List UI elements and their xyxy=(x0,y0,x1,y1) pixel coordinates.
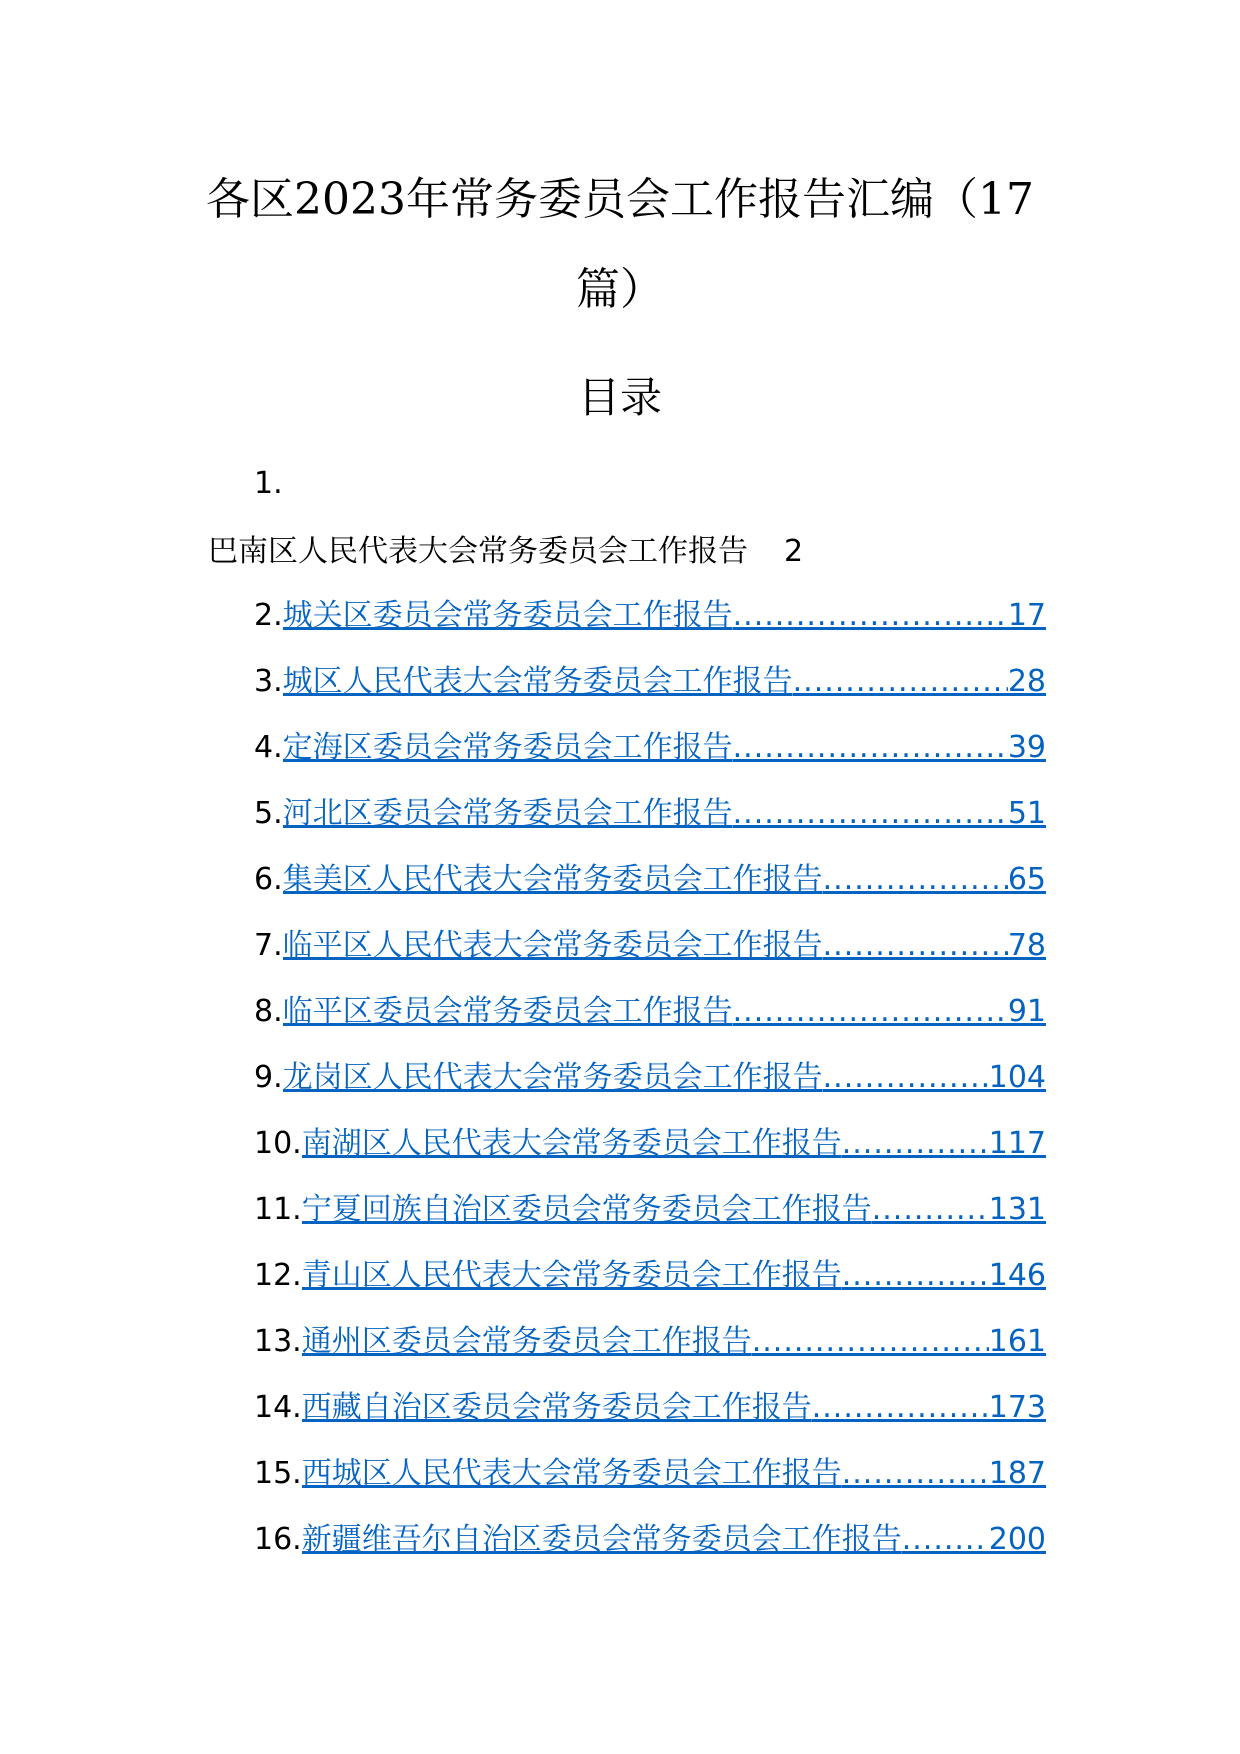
toc-item-link[interactable] xyxy=(283,990,1046,1034)
toc-item-leader xyxy=(733,726,1008,770)
toc-item-page: 104 xyxy=(988,1060,1046,1095)
toc-item-number: 9. xyxy=(254,1060,283,1095)
toc-item-leader xyxy=(823,924,1008,968)
toc-item xyxy=(254,858,1046,924)
toc-item xyxy=(254,1452,1046,1518)
toc-item-link[interactable] xyxy=(283,858,1046,902)
toc-item xyxy=(254,990,1046,1056)
toc-item-number: 2. xyxy=(254,598,283,633)
toc-item-page: 117 xyxy=(988,1126,1046,1161)
toc-item-page: 131 xyxy=(988,1192,1046,1227)
toc-item-page: 161 xyxy=(988,1324,1046,1359)
toc-item-leader xyxy=(902,1518,989,1562)
toc-item-leader xyxy=(872,1188,989,1232)
document-title xyxy=(180,155,1060,335)
toc-item xyxy=(254,1056,1046,1122)
title-year: 2023 xyxy=(294,174,406,225)
toc-item-link[interactable] xyxy=(302,1518,1046,1562)
toc-item-number: 6. xyxy=(254,862,283,897)
toc-item-title: 城关区委员会常务委员会工作报告 xyxy=(282,598,733,633)
toc-item-number: 15. xyxy=(254,1456,302,1491)
toc-item-title: 城区人民代表大会常务委员会工作报告 xyxy=(282,664,793,699)
toc-item-title: 西藏自治区委员会常务委员会工作报告 xyxy=(301,1390,812,1425)
toc-item-title: 西城区人民代表大会常务委员会工作报告 xyxy=(301,1456,842,1491)
toc-item-title: 南湖区人民代表大会常务委员会工作报告 xyxy=(301,1126,842,1161)
title-part1: 各区 xyxy=(206,174,294,225)
toc-item-number: 3. xyxy=(254,664,283,699)
toc-item-page: 187 xyxy=(988,1456,1046,1491)
toc-item-link[interactable] xyxy=(302,1320,1046,1364)
toc-item-page: 65 xyxy=(1007,862,1046,897)
toc-item-link[interactable] xyxy=(302,1452,1046,1496)
title-part2: 年常务委员会工作报告汇编（ xyxy=(405,174,978,225)
toc-item-title: 河北区委员会常务委员会工作报告 xyxy=(282,796,733,831)
toc-list xyxy=(254,594,1046,1584)
toc-item-title: 新疆维吾尔自治区委员会常务委员会工作报告 xyxy=(301,1522,902,1557)
toc-item-title: 集美区人民代表大会常务委员会工作报告 xyxy=(282,862,823,897)
toc-item xyxy=(254,1320,1046,1386)
toc-item-link[interactable] xyxy=(283,792,1046,836)
toc-item-leader xyxy=(842,1122,989,1166)
title-count: 17 xyxy=(977,174,1034,225)
toc-item-link[interactable] xyxy=(283,1056,1046,1100)
toc-item-leader xyxy=(842,1452,989,1496)
toc-item-link[interactable] xyxy=(302,1254,1046,1298)
toc-item-number: 16. xyxy=(254,1522,302,1557)
toc-item-link[interactable] xyxy=(283,726,1046,770)
toc-item-number: 14. xyxy=(254,1390,302,1425)
toc-item-link[interactable] xyxy=(302,1122,1046,1166)
toc-item-link[interactable] xyxy=(283,594,1046,638)
toc-item-number: 11. xyxy=(254,1192,302,1227)
toc-item xyxy=(254,1518,1046,1584)
toc-first-title: 巴南区人民代表大会常务委员会工作报告 xyxy=(208,534,748,569)
toc-item xyxy=(254,1188,1046,1254)
toc-heading: 目录 xyxy=(577,373,662,422)
toc-item-page: 39 xyxy=(1007,730,1046,765)
toc-item-link[interactable] xyxy=(302,1188,1046,1232)
toc-item xyxy=(254,726,1046,792)
toc-item-title: 宁夏回族自治区委员会常务委员会工作报告 xyxy=(301,1192,872,1227)
toc-item xyxy=(254,1254,1046,1320)
toc-item-leader xyxy=(823,858,1008,902)
toc-item-number: 13. xyxy=(254,1324,302,1359)
toc-item-title: 临平区人民代表大会常务委员会工作报告 xyxy=(282,928,823,963)
toc-item-leader xyxy=(793,660,1008,704)
toc-item-title: 通州区委员会常务委员会工作报告 xyxy=(301,1324,752,1359)
title-part3: 篇） xyxy=(576,264,664,315)
toc-item-leader xyxy=(842,1254,989,1298)
toc-item-link[interactable] xyxy=(283,924,1046,968)
toc-item-page: 28 xyxy=(1007,664,1046,699)
toc-item-number: 4. xyxy=(254,730,283,765)
toc-item-number: 8. xyxy=(254,994,283,1029)
toc-item-page: 173 xyxy=(988,1390,1046,1425)
toc-item-title: 定海区委员会常务委员会工作报告 xyxy=(282,730,733,765)
toc-first-entry xyxy=(208,530,803,574)
toc-item-title: 临平区委员会常务委员会工作报告 xyxy=(282,994,733,1029)
toc-item-page: 146 xyxy=(988,1258,1046,1293)
toc-item-title: 青山区人民代表大会常务委员会工作报告 xyxy=(301,1258,842,1293)
toc-item-page: 17 xyxy=(1007,598,1046,633)
toc-item-link[interactable] xyxy=(302,1386,1046,1430)
toc-item-leader xyxy=(752,1320,989,1364)
toc-item-number: 5. xyxy=(254,796,283,831)
toc-item-page: 78 xyxy=(1007,928,1046,963)
toc-item xyxy=(254,792,1046,858)
toc-item-leader xyxy=(733,990,1008,1034)
toc-item xyxy=(254,1386,1046,1452)
toc-item-leader xyxy=(733,792,1008,836)
toc-item xyxy=(254,660,1046,726)
toc-item xyxy=(254,1122,1046,1188)
toc-item-page: 91 xyxy=(1007,994,1046,1029)
toc-item-leader xyxy=(812,1386,989,1430)
toc-item xyxy=(254,924,1046,990)
toc-item-leader xyxy=(733,594,1008,638)
toc-item-link[interactable] xyxy=(283,660,1046,704)
toc-item-page: 51 xyxy=(1007,796,1046,831)
toc-item-number: 12. xyxy=(254,1258,302,1293)
toc-item-title: 龙岗区人民代表大会常务委员会工作报告 xyxy=(282,1060,823,1095)
toc-item xyxy=(254,594,1046,660)
toc-item-number: 10. xyxy=(254,1126,302,1161)
toc-item-number: 7. xyxy=(254,928,283,963)
toc-item-leader xyxy=(823,1056,989,1100)
toc-item-page: 200 xyxy=(988,1522,1046,1557)
toc-first-number: 1. xyxy=(254,466,283,501)
toc-first-page: 2 xyxy=(784,534,804,569)
